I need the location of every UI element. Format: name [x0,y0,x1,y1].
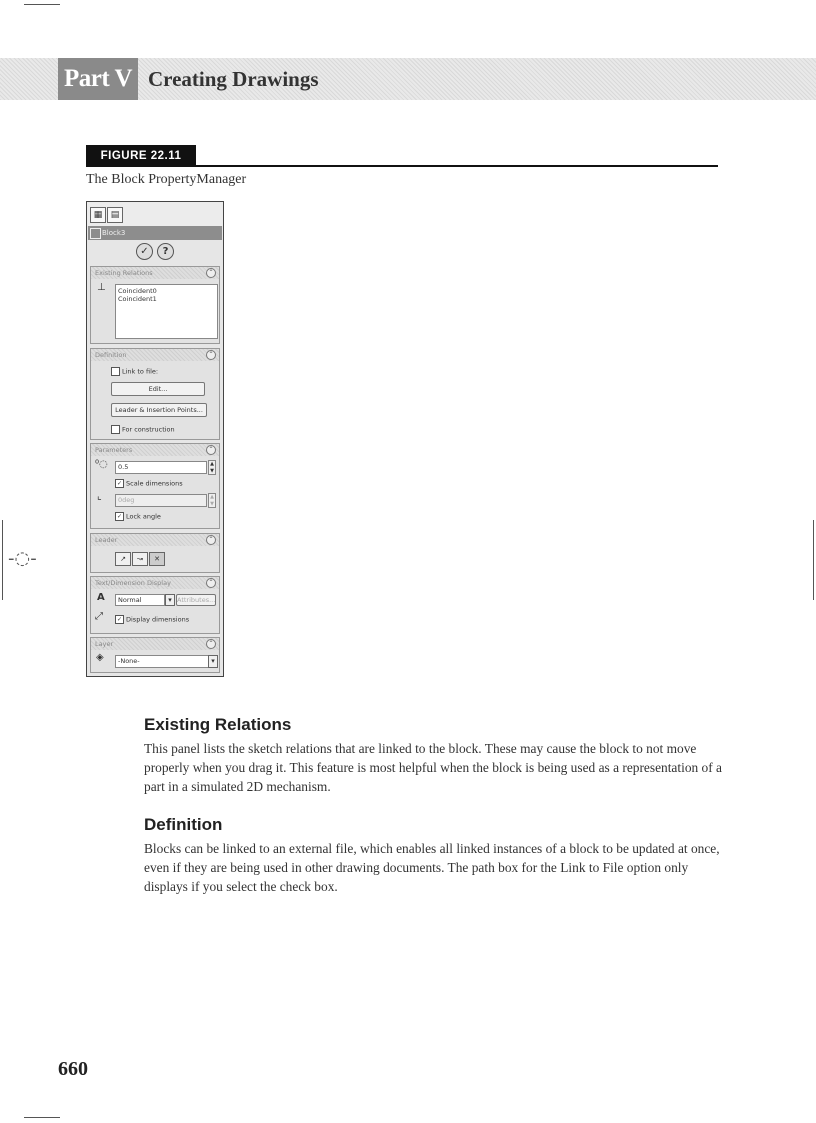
edit-button[interactable]: Edit... [111,382,205,396]
crop-mark-top-left [24,4,60,5]
link-to-file-row[interactable]: Link to file: [111,367,158,376]
relation-icon: ⊥ [97,282,106,293]
block-icon [90,228,101,239]
angle-input[interactable]: 0deg [115,494,207,507]
scale-spinner[interactable]: ▲ ▼ [208,460,216,475]
angle-spinner[interactable]: ▲ ▼ [208,493,216,508]
group-title[interactable]: Definition ⌃ [91,349,219,361]
chevron-down-icon[interactable]: ▾ [165,594,175,606]
part-title: Creating Drawings [148,67,319,91]
section-heading: Definition [144,815,223,834]
relations-list[interactable] [115,284,218,339]
pm-title: Block3 [102,229,126,237]
ok-help-row [87,243,223,260]
parameters-group [90,443,220,529]
collapse-chevron-icon[interactable]: ⌃ [206,350,216,360]
font-style-select[interactable]: Normal [115,594,165,606]
layer-select[interactable]: -None- [115,655,209,668]
leader-bent-icon[interactable]: ↝ [132,552,148,566]
ok-check-icon[interactable]: ✓ [136,243,153,260]
pm-tab-bar [87,202,223,226]
group-title[interactable]: Parameters ⌃ [91,444,219,456]
help-icon[interactable]: ? [157,243,174,260]
scale-dimensions-checkbox[interactable]: ✓ [116,480,123,487]
no-leader-icon[interactable]: ✕ [149,552,165,566]
figure-rule [196,165,718,167]
group-title[interactable]: Existing Relations ⌃ [91,267,219,279]
leader-group [90,533,220,573]
lock-angle-row[interactable]: ✓ Lock angle [116,512,161,521]
scale-dimensions-row[interactable]: ✓ Scale dimensions [116,479,183,488]
definition-group [90,348,220,440]
property-manager-tab-icon[interactable]: ▤ [107,207,123,223]
section-heading: Existing Relations [144,715,292,734]
page-number: 660 [58,1058,88,1080]
collapse-chevron-icon[interactable]: ⌃ [206,268,216,278]
display-dimensions-row[interactable]: ✓ Display dimensions [116,615,190,624]
layer-group [90,637,220,673]
collapse-chevron-icon[interactable]: ⌃ [206,535,216,545]
feature-manager-tab-icon[interactable]: ▦ [90,207,106,223]
figure-label: FIGURE 22.11 [86,145,196,167]
collapse-chevron-icon[interactable]: ⌃ [206,639,216,649]
layer-icon: ◈ [96,652,104,663]
angle-icon: ⌞ [97,491,102,502]
for-construction-checkbox[interactable] [111,425,120,434]
group-title[interactable]: Leader ⌃ [91,534,219,546]
existing-relations-group [90,266,220,344]
scale-icon: ⁰◌ [95,459,108,470]
link-to-file-checkbox[interactable] [111,367,120,376]
scale-input[interactable]: 0.5 [115,461,207,474]
figure-caption: The Block PropertyManager [86,172,247,187]
text-dimension-display-group [90,576,220,634]
group-title[interactable]: Layer ⌃ [91,638,219,650]
chevron-down-icon[interactable]: ▾ [208,655,218,668]
attributes-button[interactable]: Attributes... [177,596,216,604]
pm-title-bar [88,226,222,240]
crop-mark-bottom-left [24,1117,60,1118]
lock-angle-checkbox[interactable]: ✓ [116,513,123,520]
list-item[interactable]: Coincident1 [118,295,157,303]
part-label: Part V [58,58,138,100]
font-icon: A [97,592,105,603]
section-body: This panel lists the sketch relations that are linked to the block. These may cause the block to not move properly when you drag it. This feature is most helpful when the block is being used as a representation of a part in a simulated 2D mechanism. [144,741,723,794]
group-title[interactable]: Text/Dimension Display ⌃ [91,577,219,589]
leader-arrow-icon[interactable]: ↗ [115,552,131,566]
dimension-icon: ⤢ [95,611,103,622]
collapse-chevron-icon[interactable]: ⌃ [206,445,216,455]
crop-mark-left [2,520,3,600]
collapse-chevron-icon[interactable]: ⌃ [206,578,216,588]
leader-insertion-points-button[interactable]: Leader & Insertion Points... [111,403,207,417]
crop-mark-right [813,520,814,600]
section-body: Blocks can be linked to an external file, which enables all linked instances of a block to be updated at once, even if they are being used in other drawing documents. The path box for the Link to File option only displays if you select the check box. [144,841,720,894]
registration-mark: -◌- [8,548,37,569]
list-item[interactable]: Coincident0 [118,287,157,295]
for-construction-row[interactable]: For construction [111,425,175,434]
display-dimensions-checkbox[interactable]: ✓ [116,616,123,623]
block-property-manager [86,201,224,677]
